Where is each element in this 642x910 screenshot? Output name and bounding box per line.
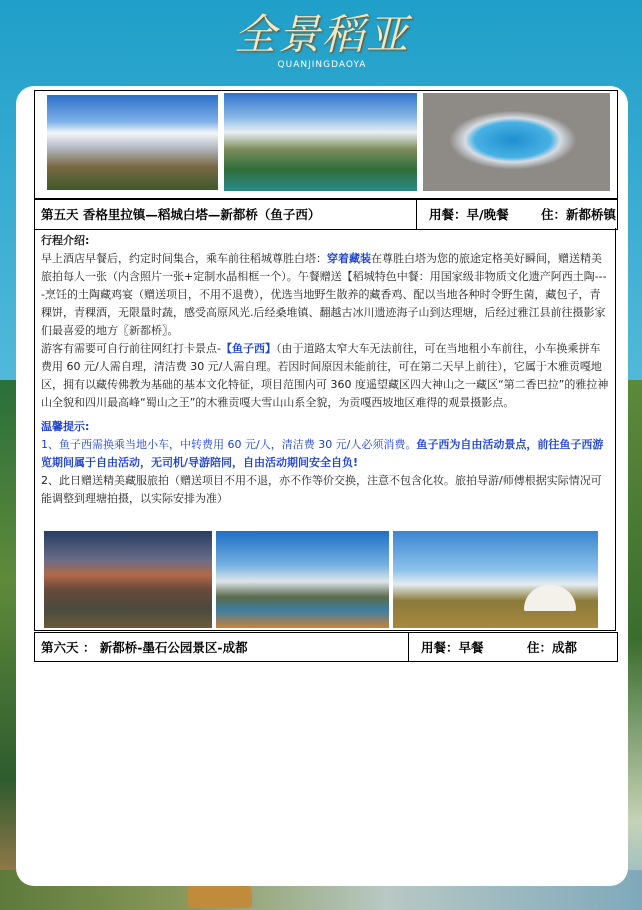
day6-title-row <box>34 632 618 662</box>
mountain-lake-photo <box>224 93 417 191</box>
intro-paragraph-2 <box>41 340 609 412</box>
tip-text: 1、鱼子西需换乘当地小车，中转费用 60 元/人，清洁费 30 元/人必须消费。 <box>41 438 417 451</box>
day5-title-row <box>34 198 618 230</box>
intro-heading: 行程介绍: <box>41 234 90 247</box>
day5-meal: 用餐：早/晚餐 <box>429 207 509 222</box>
day6-stay: 住：成都 <box>527 640 578 655</box>
tip-1 <box>41 436 609 472</box>
day6-meal: 用餐：早餐 <box>421 640 484 655</box>
tips-heading: 温馨提示: <box>41 420 90 433</box>
logo-subtitle: QUANJINGDAOYA <box>277 60 367 70</box>
logo-title: 全景稻亚 <box>233 10 410 59</box>
grassland-camp-photo <box>393 531 598 628</box>
gongga-lake-photo <box>216 531 389 628</box>
intro-text: 早上酒店早餐后，约定时间集合，乘车前往稻城尊胜白塔： <box>41 252 327 265</box>
day5-title: 第五天 香格里拉镇—稻城白塔—新都桥（鱼子西） <box>35 199 417 229</box>
intro-text: 游客有需要可自行前往网红打卡景点- <box>41 342 221 355</box>
day5-stay: 住：新都桥镇 <box>541 207 617 222</box>
intro-text: 在尊胜白塔为您的旅途定格美好瞬间，赠送精美旅拍每人一张（内含照片一张+定制水晶相框一个）。午餐赠送【稻城特色中餐：用国家级非物质文化遗产阿西土陶----烹饪的土陶藏鸡宴（赠送项目，不用不退费），优选当地野生散养的藏香鸡、配以当地各种时令野生菌，藏包子，青稞饼，青稞酒，无限量时蔬，感受高原风光.后经桑堆镇、翻越古冰川遗迹海子山到达理塘，后经过雅江县前往摄影家们最喜爱的地方〖新都桥〗。 <box>41 252 607 337</box>
background-scenery-right <box>628 380 642 900</box>
intro-highlight: 穿着藏装 <box>327 252 371 265</box>
snow-mountain-photo <box>47 95 218 190</box>
brand-logo <box>232 6 412 84</box>
intro-text: （由于道路太窄大车无法前往，可在当地租小车前往，小车换乘拼车费用 60 元/人需自理，清洁费 30 元/人需自理。若因时间原因未能前往，可在第二天早上前往），它属于木雅贡嘎地区，拥有以藏传佛教为基础的基本文化特征，项目范围内可 360 度遥望藏区四大神山之一藏区“第二香巴拉”的雅拉神山全貌和四川最高峰“蜀山之王”的木雅贡嘎大雪山山系全貌，为贡嘎西坡地区难得的观景摄影点。 <box>41 342 609 409</box>
intro-paragraph-1 <box>41 250 609 340</box>
tip-text-bold: 鱼子西为自由活动景点，前往鱼子西游览期间属于自由活动，无司机/导游陪同，自由活动期间安全自负! <box>41 438 604 469</box>
sunset-mountain-photo <box>44 531 212 628</box>
yuzixi-highlight: 【鱼子西】 <box>220 342 276 355</box>
blue-lake-photo <box>423 93 610 191</box>
day5-photo-row <box>34 90 618 200</box>
day6-title: 第六天 ： 新都桥-墨石公园景区-成都 <box>35 633 409 661</box>
tip-2: 2、此日赠送精美藏服旅拍（赠送项目不用不退，亦不作等价交换，注意不包含化妆。旅拍导游/师傅根据实际情况可能调整到理塘拍摄，以实际安排为准） <box>41 474 602 505</box>
